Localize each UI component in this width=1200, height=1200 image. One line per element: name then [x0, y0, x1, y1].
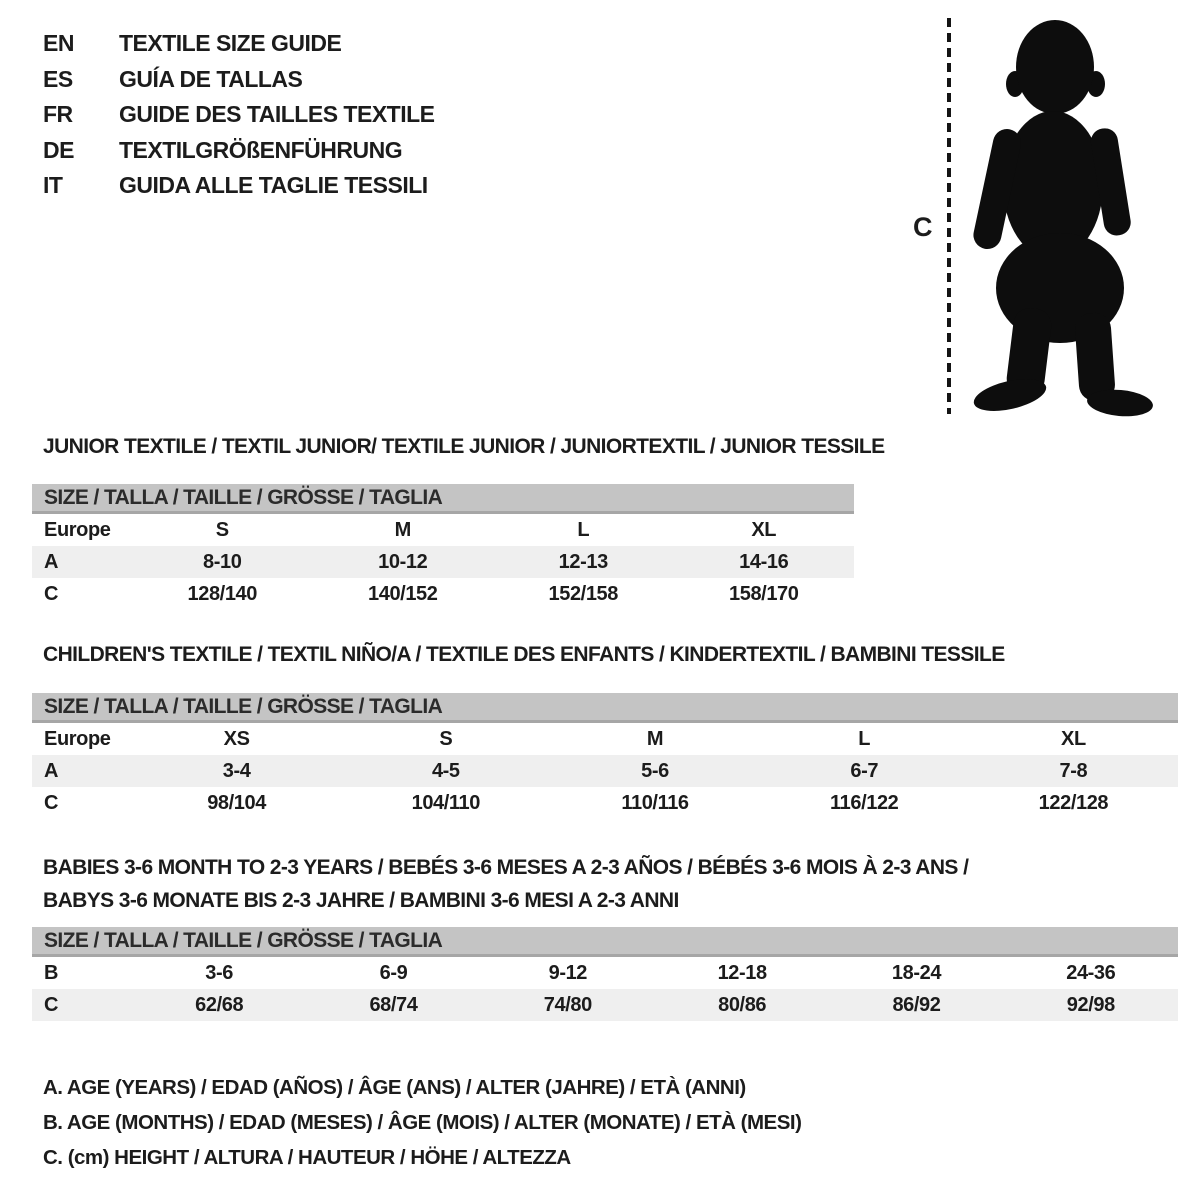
- legend-age-years: A. AGE (YEARS) / EDAD (AÑOS) / ÂGE (ANS) / ALTER (JAHRE) / ETÀ (ANNI): [43, 1076, 746, 1099]
- table-cell: 98/104: [207, 792, 266, 814]
- table-row-age-months: [32, 957, 1178, 989]
- table-cell: 8-10: [203, 551, 242, 573]
- row-label: A: [44, 551, 59, 573]
- language-title-list: [43, 26, 435, 204]
- table-cell: 12-18: [717, 962, 767, 984]
- table-cell: 62/68: [195, 994, 244, 1016]
- section-title-babies-line2: BABYS 3-6 MONATE BIS 2-3 JAHRE / BAMBINI 3-6 MESI A 2-3 ANNI: [43, 889, 679, 912]
- table-cell: 116/122: [830, 792, 899, 814]
- table-cell: 74/80: [543, 994, 592, 1016]
- language-code: FR: [43, 101, 73, 127]
- table-row-age-years: [32, 755, 1178, 787]
- row-label: Europe: [44, 728, 111, 750]
- table-row-europe: [32, 514, 854, 546]
- legend-height-cm: C. (cm) HEIGHT / ALTURA / HAUTEUR / HÖHE / ALTEZZA: [43, 1146, 571, 1169]
- table-row-age-years: [32, 546, 854, 578]
- guide-title-it: GUIDA ALLE TAGLIE TESSILI: [119, 172, 428, 198]
- language-row-it: [43, 168, 435, 204]
- section-title-children: CHILDREN'S TEXTILE / TEXTIL NIÑO/A / TEXTILE DES ENFANTS / KINDERTEXTIL / BAMBINI TESSILE: [43, 643, 1005, 666]
- table-cell: 6-7: [850, 760, 879, 782]
- row-label: C: [44, 792, 59, 814]
- table-cell: 158/170: [729, 583, 799, 605]
- row-label: A: [44, 760, 59, 782]
- language-code: IT: [43, 172, 63, 198]
- height-measure-label: C: [913, 212, 933, 242]
- table-row-europe: [32, 723, 1178, 755]
- guide-title-de: TEXTILGRÖßENFÜHRUNG: [119, 136, 403, 163]
- section-title-junior: JUNIOR TEXTILE / TEXTIL JUNIOR/ TEXTILE JUNIOR / JUNIORTEXTIL / JUNIOR TESSILE: [43, 435, 885, 458]
- table-cell: 3-6: [205, 962, 234, 984]
- table-cell: 122/128: [1038, 792, 1109, 814]
- language-code: DE: [43, 136, 74, 163]
- row-label: Europe: [44, 519, 111, 541]
- guide-title-en: TEXTILE SIZE GUIDE: [119, 30, 342, 56]
- language-row-de: [43, 133, 435, 169]
- table-cell: 92/98: [1066, 994, 1115, 1016]
- language-code: ES: [43, 65, 73, 92]
- size-table-header: SIZE / TALLA / TAILLE / GRÖSSE / TAGLIA: [32, 693, 1178, 723]
- table-cell: 68/74: [369, 994, 418, 1016]
- table-cell: 110/116: [621, 792, 689, 814]
- table-cell: L: [577, 519, 590, 541]
- table-cell: 24-36: [1066, 962, 1116, 984]
- guide-title-fr: GUIDE DES TAILLES TEXTILE: [119, 101, 435, 127]
- legend-age-months: B. AGE (MONTHS) / EDAD (MESES) / ÂGE (MOIS) / ALTER (MONATE) / ETÀ (MESI): [43, 1111, 802, 1134]
- table-cell: 14-16: [739, 551, 789, 573]
- children-size-table: [32, 693, 1178, 819]
- section-title-babies-line1: BABIES 3-6 MONTH TO 2-3 YEARS / BEBÉS 3-6 MESES A 2-3 AÑOS / BÉBÉS 3-6 MOIS À 2-3 ANS /: [43, 856, 969, 879]
- table-cell: 6-9: [379, 962, 408, 984]
- table-cell: 10-12: [378, 551, 428, 573]
- table-cell: XS: [223, 728, 250, 750]
- language-row-es: [43, 62, 435, 98]
- table-cell: 86/92: [892, 994, 941, 1016]
- row-label: C: [44, 994, 59, 1016]
- table-cell: 4-5: [431, 760, 460, 782]
- table-cell: 3-4: [222, 760, 251, 782]
- table-cell: S: [215, 519, 229, 541]
- language-row-fr: [43, 97, 435, 133]
- language-code: EN: [43, 30, 74, 56]
- table-cell: M: [646, 728, 664, 750]
- row-label: C: [44, 583, 59, 605]
- table-cell: 5-6: [641, 760, 669, 782]
- table-cell: 18-24: [891, 962, 942, 984]
- table-cell: S: [439, 728, 453, 750]
- table-cell: XL: [1061, 728, 1086, 750]
- table-cell: 80/86: [718, 994, 767, 1016]
- table-cell: 128/140: [187, 583, 257, 605]
- table-row-height-cm: [32, 578, 854, 610]
- table-cell: L: [858, 728, 871, 750]
- table-row-height-cm: [32, 787, 1178, 819]
- table-cell: 9-12: [548, 962, 588, 984]
- table-cell: 104/110: [411, 792, 480, 814]
- table-row-height-cm: [32, 989, 1178, 1021]
- language-row-en: [43, 26, 435, 62]
- junior-size-table: [32, 484, 854, 610]
- section-title-babies: [43, 851, 968, 917]
- table-cell: M: [394, 519, 411, 541]
- table-cell: XL: [751, 519, 777, 541]
- guide-title-es: GUÍA DE TALLAS: [119, 65, 303, 92]
- table-cell: 12-13: [558, 551, 608, 573]
- height-measure-dashed-line: [947, 18, 951, 414]
- legend: [43, 1070, 801, 1175]
- babies-size-table: [32, 927, 1178, 1021]
- size-table-header: SIZE / TALLA / TAILLE / GRÖSSE / TAGLIA: [32, 484, 854, 514]
- table-cell: 152/158: [548, 583, 618, 605]
- size-table-header: SIZE / TALLA / TAILLE / GRÖSSE / TAGLIA: [32, 927, 1178, 957]
- toddler-silhouette-icon: [965, 20, 1165, 420]
- row-label: B: [44, 962, 59, 984]
- table-cell: 140/152: [368, 583, 438, 605]
- table-cell: 7-8: [1059, 760, 1088, 782]
